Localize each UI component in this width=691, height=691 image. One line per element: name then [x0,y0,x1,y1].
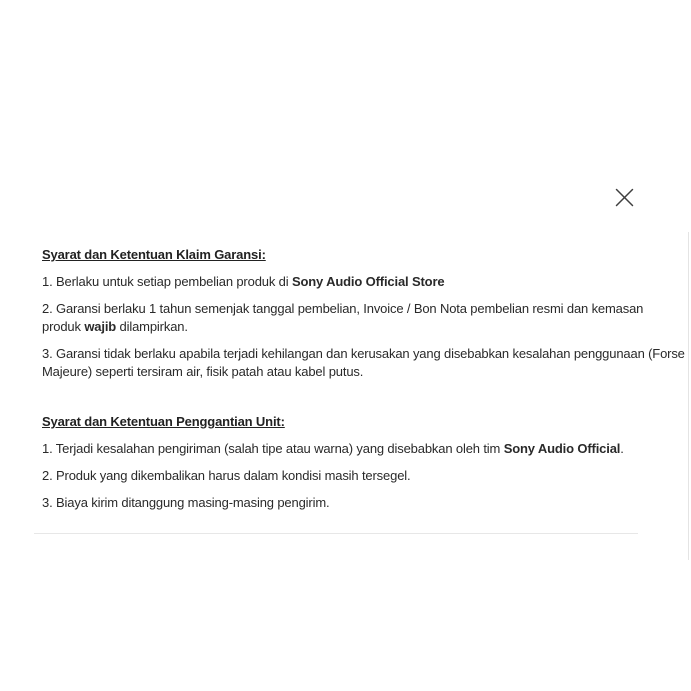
text: . [620,441,624,456]
text: dilampirkan. [116,319,188,334]
bottom-divider [34,533,638,534]
terms-item [42,440,642,458]
terms-line [42,300,642,318]
text: 1. Berlaku untuk setiap pembelian produk di [42,274,292,289]
terms-line [42,467,642,485]
text: produk [42,319,85,334]
terms-item [42,273,642,291]
section-heading: Syarat dan Ketentuan Penggantian Unit: [42,414,285,429]
terms-line [42,494,642,512]
text: 2. Produk yang dikembalikan harus dalam kondisi masih tersegel. [42,468,411,483]
terms-section [42,246,685,381]
text: 3. Biaya kirim ditanggung masing-masing pengirim. [42,495,330,510]
close-button[interactable] [611,184,638,211]
text: 3. Garansi tidak berlaku apabila terjadi kehilangan dan kerusakan yang disebabkan kesalahan penggunaan (Forse [42,346,685,361]
terms-item [42,345,685,381]
text: Majeure) seperti tersiram air, fisik patah atau kabel putus. [42,364,364,379]
terms-item [42,467,642,485]
section-heading: Syarat dan Ketentuan Klaim Garansi: [42,247,266,262]
terms-line [42,273,642,291]
terms-line [42,440,642,458]
bold-text: Sony Audio Official Store [291,274,445,289]
terms-item [42,300,642,336]
text: 1. Terjadi kesalahan pengiriman (salah tipe atau warna) yang disebabkan oleh tim [42,441,504,456]
terms-line [42,363,642,381]
bold-text: wajib [84,319,117,334]
right-edge-line [688,232,689,560]
terms-line [42,345,685,363]
terms-content [42,246,685,521]
terms-line [42,318,642,336]
bold-text: Sony Audio Official [503,441,621,456]
close-icon [615,188,634,207]
terms-section [42,413,642,512]
text: 2. Garansi berlaku 1 tahun semenjak tanggal pembelian, Invoice / Bon Nota pembelian resmi dan kemasan [42,301,644,316]
terms-item [42,494,642,512]
